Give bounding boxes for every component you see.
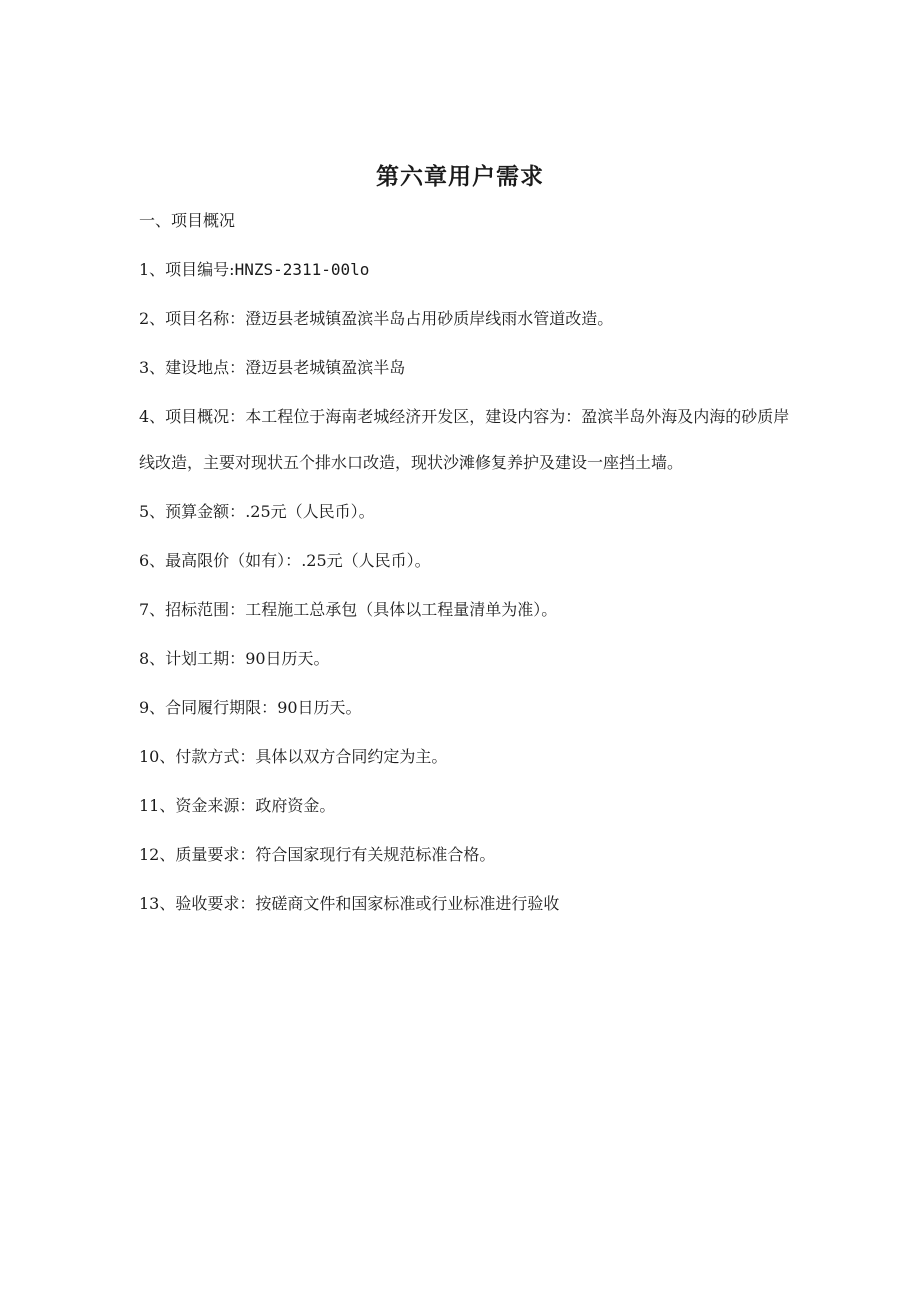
item-label: 2、项目名称：	[139, 309, 246, 328]
item-funding	[139, 791, 794, 821]
item-schedule	[139, 644, 794, 674]
item-value: HNZS-2311-00lo	[234, 260, 370, 279]
item-payment	[139, 742, 794, 772]
item-value: .25元（人民币）。	[245, 502, 375, 521]
item-project-number	[139, 255, 794, 285]
section-heading: 一、项目概况	[139, 211, 236, 230]
item-contract-period	[139, 693, 794, 723]
document-body	[139, 206, 794, 938]
item-value: 政府资金。	[255, 796, 336, 815]
item-value: 本工程位于海南老城经济开发区，建设内容为：盈滨半岛外海及内海的砂质岸线改造，主要对现状五个排水口改造，现状沙滩修复养护及建设一座挡土墙。	[139, 407, 790, 472]
chapter-title: 第六章用户需求	[376, 164, 544, 190]
item-label: 8、计划工期：	[139, 649, 246, 668]
item-label: 13、验收要求：	[139, 894, 256, 913]
item-value: 符合国家现行有关规范标准合格。	[255, 845, 496, 864]
item-label: 9、合同履行期限：	[139, 698, 278, 717]
item-value: 澄迈县老城镇盈滨半岛占用砂质岸线雨水管道改造。	[245, 309, 614, 328]
item-label: 1、项目编号:	[139, 260, 235, 279]
item-label: 3、建设地点：	[139, 358, 246, 377]
item-label: 4、项目概况：	[139, 407, 246, 426]
item-project-name	[139, 304, 794, 334]
item-overview	[139, 394, 794, 486]
item-label: 5、预算金额：	[139, 502, 246, 521]
item-quality	[139, 840, 794, 870]
item-acceptance	[139, 889, 794, 919]
item-label: 6、最高限价（如有）：	[139, 551, 302, 570]
item-label: 7、招标范围：	[139, 600, 246, 619]
item-value: 工程施工总承包（具体以工程量清单为准）。	[245, 600, 558, 619]
item-value: 按磋商文件和国家标准或行业标准进行验收	[255, 894, 560, 913]
item-value: .25元（人民币）。	[301, 551, 431, 570]
item-location	[139, 353, 794, 383]
item-budget	[139, 497, 794, 527]
item-scope	[139, 595, 794, 625]
item-value: 90日历天。	[277, 698, 362, 717]
item-value: 90日历天。	[245, 649, 330, 668]
item-value: 澄迈县老城镇盈滨半岛	[245, 358, 406, 377]
item-value: 具体以双方合同约定为主。	[255, 747, 448, 766]
item-label: 11、资金来源：	[139, 796, 256, 815]
item-max-price	[139, 546, 794, 576]
item-label: 10、付款方式：	[139, 747, 256, 766]
item-label: 12、质量要求：	[139, 845, 256, 864]
